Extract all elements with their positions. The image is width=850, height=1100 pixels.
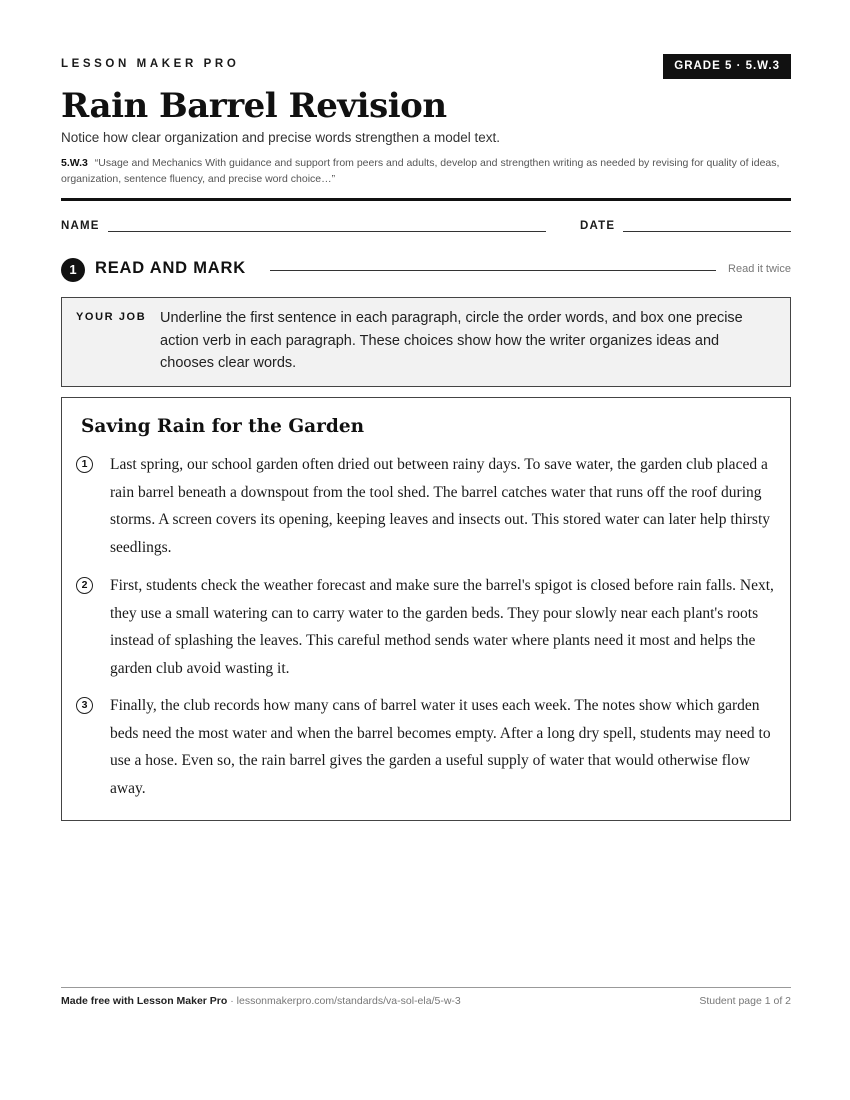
paragraph-number: 2 — [76, 577, 93, 594]
paragraph-text: First, students check the weather forecast and make sure the barrel's spigot is closed before rain falls. Next, they use a small watering can to carry water to the garden beds. They pour slowly near each plant's roots instead of splashing the leaves. This careful method sends water where plants need it most and helps the garden club avoid wasting it. — [110, 577, 774, 677]
page-indicator: Student page 1 of 2 — [699, 995, 791, 1007]
standard-code: 5.W.3 — [61, 157, 88, 169]
page-subtitle: Notice how clear organization and precise words strengthen a model text. — [61, 130, 500, 145]
worksheet-page — [61, 0, 791, 1100]
brand-name: LESSON MAKER PRO — [61, 58, 240, 70]
paragraph-number: 3 — [76, 697, 93, 714]
your-job-label: YOUR JOB — [76, 311, 147, 323]
standard-text: “Usage and Mechanics With guidance and support from peers and adults, develop and strengthen writing as needed by revising for quality of ideas, organization, sentence fluency, and precise word choice…” — [61, 157, 780, 185]
footer-divider — [61, 987, 791, 988]
name-label: NAME — [61, 220, 100, 232]
paragraph-text: Last spring, our school garden often dried out between rainy days. To save water, the garden club placed a rain barrel beneath a downspout from the tool shed. The barrel catches water that runs off the roof during storms. A screen covers its opening, keeping leaves and insects out. This stored water can later help thirsty seedlings. — [110, 456, 771, 556]
footer-url[interactable]: lessonmakerpro.com/standards/va-sol-ela/5-w-3 — [236, 995, 461, 1007]
section-header — [61, 258, 791, 282]
reading-passage — [61, 397, 791, 821]
section-note: Read it twice — [728, 263, 791, 275]
section-title: READ AND MARK — [95, 259, 246, 277]
footer-credit — [61, 995, 461, 1007]
page-title: Rain Barrel Revision — [61, 86, 447, 126]
step-number-badge: 1 — [61, 258, 85, 282]
your-job-box — [61, 297, 791, 387]
name-field-line[interactable] — [108, 231, 546, 232]
name-date-row — [61, 219, 791, 239]
standard-description — [61, 155, 786, 187]
footer-separator: · — [227, 995, 237, 1007]
paragraph-number: 1 — [76, 456, 93, 473]
date-field-line[interactable] — [623, 231, 791, 232]
footer-made-with: Made free with Lesson Maker Pro — [61, 995, 228, 1007]
paragraph-text: Finally, the club records how many cans of barrel water it uses each week. The notes show which garden beds need the most water and when the barrel becomes empty. After a long dry spell, students may need to use a hose. Even so, the rain barrel gives the garden a useful supply of water that would otherwise flow away. — [110, 697, 771, 797]
section-divider — [270, 270, 716, 271]
your-job-instructions: Underline the first sentence in each paragraph, circle the order words, and box one precise action verb in each paragraph. These choices show how the writer organizes ideas and chooses clear words. — [160, 310, 743, 371]
passage-title: Saving Rain for the Garden — [81, 416, 365, 437]
date-label: DATE — [580, 220, 616, 232]
header-divider — [61, 198, 791, 201]
grade-badge: GRADE 5 · 5.W.3 — [663, 54, 791, 79]
